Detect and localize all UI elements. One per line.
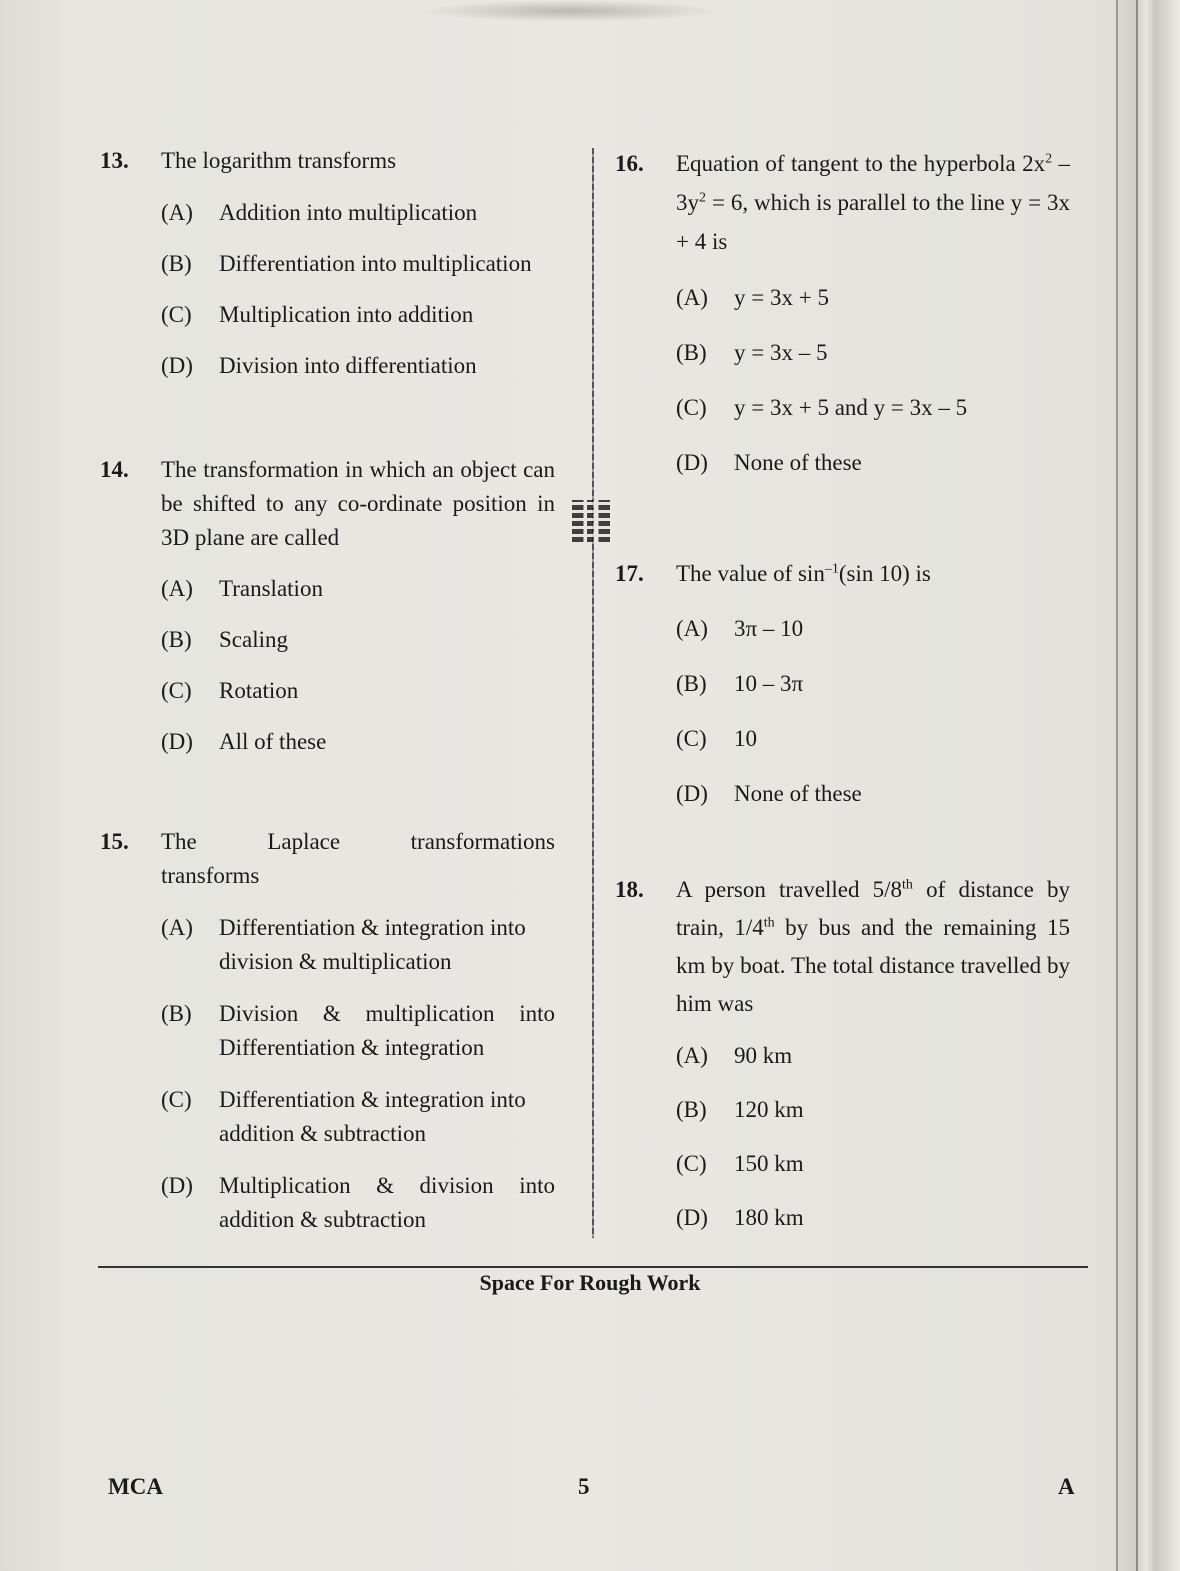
option-b — [676, 336, 1070, 370]
option-letter: (A) — [676, 285, 708, 310]
option-letter: (B) — [161, 1001, 192, 1026]
option-text: Rotation — [219, 678, 299, 703]
option-text: Division into differentiation — [219, 353, 477, 378]
option-a — [676, 281, 1070, 315]
question-text-part: by bus and the remaining 15 km by boat. The total distance travelled by him was — [676, 915, 1070, 1016]
option-text: y = 3x + 5 and y = 3x – 5 — [734, 395, 968, 420]
question-17 — [615, 557, 1070, 591]
option-text: Division & multiplication into Differentiation & integration — [219, 1001, 555, 1060]
rough-work-label: Space For Rough Work — [479, 1270, 701, 1295]
question-text-cont: transforms — [161, 863, 260, 888]
option-b — [676, 667, 1070, 701]
option-letter: (D) — [161, 1173, 193, 1198]
option-d — [676, 1201, 1070, 1235]
option-text: 90 km — [734, 1043, 793, 1068]
column-divider — [592, 148, 594, 1238]
option-letter: (D) — [676, 450, 708, 475]
option-d — [161, 1169, 555, 1237]
question-number: 13. — [100, 148, 129, 173]
option-text: Multiplication into addition — [219, 302, 474, 327]
question-text-part: A person travelled 5/8 — [676, 877, 903, 902]
option-letter: (C) — [676, 395, 707, 420]
question-text-part: = 6, which is parallel to the line y = 3x + 4 is — [676, 190, 1070, 254]
option-d — [161, 349, 555, 383]
option-c — [676, 722, 1070, 756]
option-d — [676, 446, 1070, 480]
option-c — [161, 1083, 555, 1151]
option-b — [676, 1093, 1070, 1127]
question-14 — [100, 453, 555, 555]
option-c — [676, 391, 1070, 425]
question-text-part: The value of sin — [676, 561, 825, 586]
option-letter: (D) — [161, 729, 193, 754]
option-letter: (C) — [161, 302, 192, 327]
question-text — [676, 144, 1070, 261]
option-text: Multiplication & division into addition & subtraction — [219, 1173, 555, 1232]
superscript: 2 — [699, 190, 706, 206]
option-letter: (D) — [676, 781, 708, 806]
question-number: 17. — [615, 561, 644, 586]
question-text-part: (sin 10) is — [838, 561, 931, 586]
question-text: The logarithm transforms — [161, 148, 397, 173]
question-18 — [615, 871, 1070, 1023]
option-text: 150 km — [734, 1151, 804, 1176]
superscript: th — [763, 915, 775, 931]
option-text: Differentiation & integration into addition & subtraction — [219, 1087, 526, 1146]
option-text: Translation — [219, 576, 323, 601]
option-letter: (C) — [161, 678, 192, 703]
option-letter: (B) — [676, 671, 707, 696]
question-number: 14. — [100, 457, 129, 482]
question-15 — [100, 825, 555, 893]
option-text: 180 km — [734, 1205, 804, 1230]
question-text-part: Equation of tangent to the hyperbola 2x — [676, 151, 1046, 176]
option-letter: (B) — [676, 340, 707, 365]
question-text — [676, 871, 1070, 1023]
option-text: 120 km — [734, 1097, 804, 1122]
option-text: Differentiation into multiplication — [219, 251, 532, 276]
option-text: Differentiation & integration into division & multiplication — [219, 915, 526, 974]
option-a — [676, 1039, 1070, 1073]
left-column — [100, 144, 555, 1237]
question-number: 15. — [100, 829, 129, 854]
superscript: –1 — [824, 561, 839, 577]
option-text: y = 3x – 5 — [734, 340, 828, 365]
scan-smudge — [420, 0, 720, 22]
footer-series: A — [1058, 1474, 1075, 1499]
option-a — [161, 911, 555, 979]
option-letter: (B) — [161, 251, 192, 276]
option-c — [161, 298, 555, 332]
option-text: 3π – 10 — [734, 616, 804, 641]
option-letter: (D) — [676, 1205, 708, 1230]
footer-subject: MCA — [108, 1474, 163, 1499]
superscript: 2 — [1045, 151, 1053, 167]
option-letter: (A) — [161, 200, 193, 225]
option-d — [161, 725, 555, 759]
option-a — [676, 612, 1070, 646]
question-text: The transformation in which an object can be shifted to any co-ordinate position in 3D plane are called — [161, 457, 555, 550]
qr-code-icon — [572, 500, 610, 542]
option-letter: (A) — [161, 576, 193, 601]
binding-edge — [1116, 0, 1180, 1571]
option-letter: (A) — [676, 1043, 708, 1068]
option-letter: (C) — [161, 1087, 192, 1112]
option-letter: (C) — [676, 726, 707, 751]
option-letter: (B) — [161, 627, 192, 652]
question-13 — [100, 144, 555, 178]
question-text-part: – 3y — [676, 151, 1071, 215]
option-text: 10 — [734, 726, 757, 751]
right-column — [615, 144, 1070, 1235]
option-text: 10 – 3π — [734, 671, 804, 696]
question-text-part: of distance by train, 1/4 — [676, 877, 1070, 940]
option-b — [161, 623, 555, 657]
question-number: 16. — [615, 151, 644, 176]
option-text: Addition into multiplication — [219, 200, 478, 225]
option-text: Scaling — [219, 627, 288, 652]
option-d — [676, 777, 1070, 811]
option-c — [676, 1147, 1070, 1181]
rough-work-rule — [98, 1266, 1088, 1268]
option-letter: (A) — [676, 616, 708, 641]
option-text: All of these — [219, 729, 327, 754]
option-letter: (C) — [676, 1151, 707, 1176]
question-16 — [615, 144, 1070, 261]
option-letter: (B) — [676, 1097, 707, 1122]
option-text: None of these — [734, 450, 862, 475]
option-letter: (A) — [161, 915, 193, 940]
question-text — [676, 557, 1070, 591]
option-c — [161, 674, 555, 708]
option-a — [161, 196, 555, 230]
option-letter: (D) — [161, 353, 193, 378]
footer-page-number: 5 — [578, 1474, 590, 1499]
question-text: The Laplace transformations — [161, 829, 555, 854]
option-text: y = 3x + 5 — [734, 285, 829, 310]
option-b — [161, 247, 555, 281]
question-number: 18. — [615, 877, 644, 902]
option-a — [161, 572, 555, 606]
superscript: th — [902, 877, 913, 893]
option-b — [161, 997, 555, 1065]
option-text: None of these — [734, 781, 862, 806]
